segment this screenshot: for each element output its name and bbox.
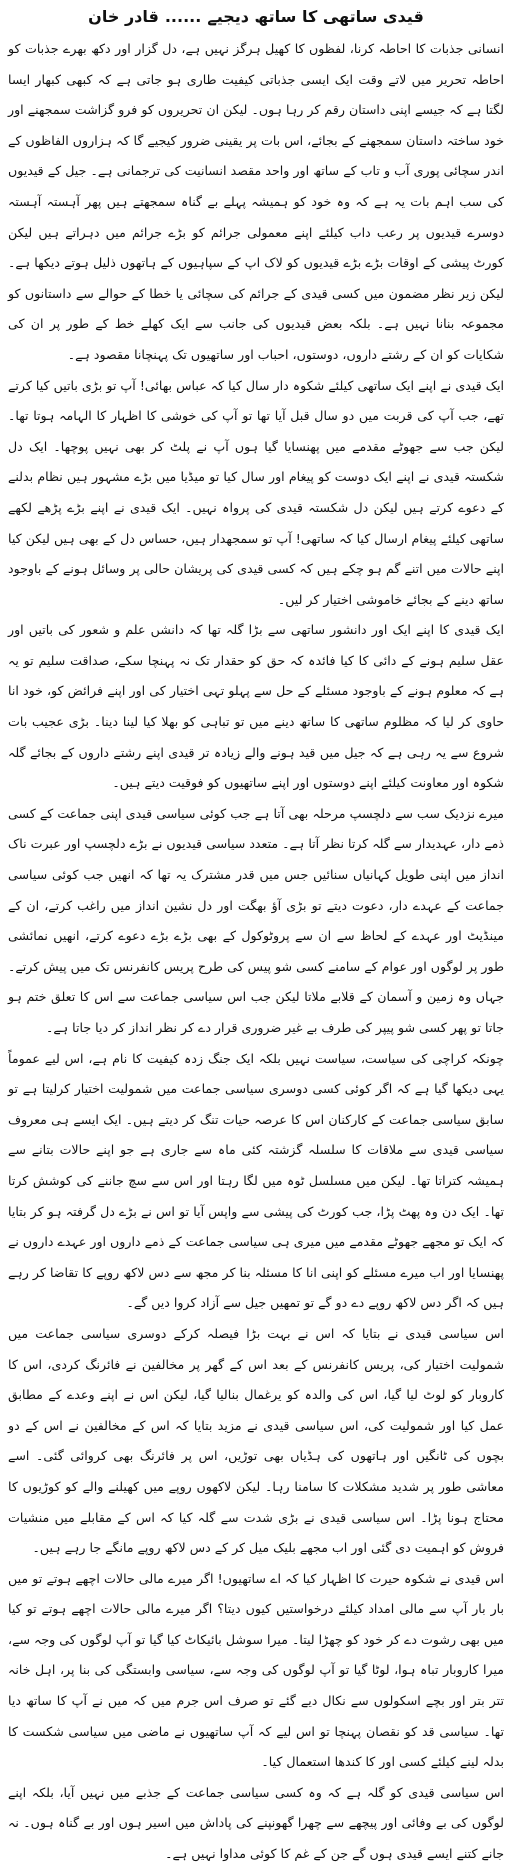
- article-paragraph: اس سیاسی قیدی نے بتایا کہ اس نے بہت بڑا فیصلہ کرکے دوسری سیاسی جماعت میں شمولیت اختیار کی، پریس کانفرنس کے بعد اس کے گھر پر مخالفین نے فائرنگ کردی، اس کا کاروبار کو لوٹ لیا گیا، اس کی والدہ کو یرغمال بنالیا گیا، لیکن اس نے اپنے وعدے کے مطابق عمل کیا اور شمولیت کی، اس سیاسی قیدی نے مزید بتایا کہ اس کے مخالفین نے اس کے دو بچوں کی ٹانگیں اور ہاتھوں کی ہڈیاں بھی توڑیں، اس پر فائرنگ بھی کروائی گئی۔ اسے معاشی طور پر شدید مشکلات کا سامنا رہا۔ لیکن لاکھوں روپے میں کھیلنے والے کو کوڑیوں کا محتاج ہونا پڑا۔ اس سیاسی قیدی نے بڑی شدت سے گلہ کیا کہ اس کے مقابلے میں منشیات فروش کو اہمیت دی گئی اور اب مجھے بلیک میل کر کے دس لاکھ روپے مانگے جا رہے ہیں۔: [8, 1325, 504, 1556]
- article-paragraph: اس سیاسی قیدی کو گلہ ہے کہ وہ کسی سیاسی جماعت کے جذبے میں نہیں آیا، بلکہ اپنے لوگوں کی بے وفائی اور پیچھے سے چھرا گھونپنے کی پاداش میں اسیر ہوں اور بے گناہ ہوں۔ نہ جانے کتنے ایسے قیدی ہوں گے جن کے غم کا کوئی مداوا نہیں ہے۔: [8, 1784, 504, 1862]
- article-paragraph: انسانی جذبات کا احاطہ کرنا، لفظوں کا کھیل ہرگز نہیں ہے، دل گزار اور دکھ بھرے جذبات کو احاطہ تحریر میں لاتے وقت ایک ایسی جذباتی کیفیت طاری ہو جاتی ہے کہ کبھی کبھار ایسا لگتا ہے کہ جیسے اپنی داستان رقم کر رہا ہوں۔ لیکن ان تحریروں کو فرو گزاشت سمجھنے اور خود ساختہ داستان سمجھنے کے بجائے، اس بات پر یقینی ضرور کیجیے گا کہ ہزاروں الفاظوں کے اندر سچائی پوری آب و تاب کے ساتھ اور واحد مقصد انسانیت کی ترجمانی ہے۔ جیل کے قیدیوں کی سب اہم بات یہ ہے کہ وہ خود کو ہمیشہ پہلے بے گناہ سمجھتے ہیں پھر آہستہ آہستہ دوسرے قیدیوں پر رعب داب کیلئے اپنے معمولی جرائم کو بڑے جرائم میں دہراتے ہیں لیکن کورٹ پیشی کے اوقات بڑے بڑے قیدیوں کو لاک اپ کے سپاہیوں کے ہاتھوں ذلیل ہوتے دیکھا ہے۔ لیکن زیر نظر مضمون میں کسی قیدی کے جرائم کی سچائی یا خطا کے حوالے سے داستانوں کو مجموعہ بنانا نہیں ہے۔ بلکہ بعض قیدیوں کی جانب سے ایک کھلے خط کے طور پر ان کی شکایات کو ان کے رشتے داروں، دوستوں، احباب اور ساتھیوں تک پہنچانا مقصود ہے۔: [8, 41, 504, 362]
- article-author: قادر خان: [88, 7, 159, 26]
- article-title: قیدی ساتھی کا ساتھ دیجیے: [207, 7, 424, 26]
- article-paragraph: چونکہ کراچی کی سیاست، سیاست نہیں بلکہ ایک جنگ زدہ کیفیت کا نام ہے، اس لیے عموماً یہی دیکھا گیا ہے کہ اگر کوئی کسی دوسری سیاسی جماعت میں شمولیت اختیار کرلیتا ہے تو سابق سیاسی جماعت کے کارکنان اس کا عرصہ حیات تنگ کر دیتے ہیں۔ ایک ایسے ہی معروف سیاسی قیدی سے ملاقات کا سلسلہ گزشتہ کئی ماہ سے جاری ہے جو اپنے حالات بتانے سے ہمیشہ کتراتا تھا۔ لیکن میں مسلسل ٹوہ میں لگا رہتا اور اس سے سچ جاننے کی کوشش کرتا تھا۔ ایک دن وہ پھٹ پڑا، جب کورٹ کی پیشی سے واپس آیا تو اس نے بڑے دل گرفتہ ہو کر بتایا کہ ایک تو مجھے جھوٹے مقدمے میں میری ہی سیاسی جماعت کے ذمے داروں اور عہدے داروں نے پھنسایا اور اب میرے مسئلے کو اپنی انا کا مسئلہ بنا کر مجھ سے دس لاکھ روپے کا تقاضا کر رہے ہیں کہ اگر دس لاکھ روپے دے دو گے تو تمھیں جیل سے آزاد کروا دیں گے۔: [8, 1050, 504, 1311]
- article-paragraph: اس قیدی نے شکوہ حیرت کا اظہار کیا کہ اے ساتھیوں! اگر میرے مالی حالات اچھے ہوتے تو میں بار بار آپ سے مالی امداد کیلئے درخواستیں کیوں دیتا؟ اگر میرے مالی حالات اچھے ہوتے تو کیا میں بھی رشوت دے کر خود کو چھڑا لیتا۔ میرا سوشل بائیکاٹ کیا گیا تو آپ لوگوں کی وجہ سے، میرا کاروبار تباہ ہوا، لوٹا گیا تو آپ لوگوں کی وجہ سے، سیاسی وابستگی کی بنا پر، اہل خانہ تتر بتر اور بچے اسکولوں سے نکال دیے گئے تو صرف اس جرم میں کہ میں نے آپ کا ساتھ دیا تھا۔ سیاسی قد کو نقصان پہنچا تو اس لیے کہ آپ ساتھیوں نے ماضی میں سیاسی شکست کا بدلہ لینے کیلئے کسی اور کا کندھا استعمال کیا۔: [8, 1570, 504, 1770]
- title-separator: ......: [164, 7, 202, 26]
- article-title-line: [8, 6, 504, 30]
- article-paragraph: ایک قیدی نے اپنے ایک ساتھی کیلئے شکوہ دار سال کیا کہ عباس بھائی! آپ تو بڑی باتیں کیا کرتے تھے، جب آپ کی قربت میں دو سال قبل آیا تھا تو آپ کی خوشی کا اظہار کا الہامہ ہوتا تھا۔ لیکن جب سے جھوٹے مقدمے میں پھنسایا گیا ہوں آپ نے پلٹ کر بھی نہیں پوچھا۔ ایک دل شکستہ قیدی نے اپنے ایک دوست کو پیغام اور سال کیا تو میڈیا میں بڑے مشہور ہیں نظام بدلنے کے دعوے کرتے ہیں لیکن دل شکستہ قیدی کی پرواہ نہیں۔ ایک قیدی نے اپنے بڑے پڑھے لکھے ساتھی کیلئے پیغام ارسال کیا کہ ساتھی! آپ تو سمجھدار ہیں، حساس دل کے بھی ہیں لیکن کیا اپنے حالات میں اتنے گم ہو چکے ہیں کہ کسی قیدی کی پریشان حالی پر وسائل ہونے کے باوجود ساتھ دینے کے بجائے خاموشی اختیار کر لیں۔: [8, 377, 504, 607]
- article-paragraph: ایک قیدی کا اپنے ایک اور دانشور ساتھی سے بڑا گلہ تھا کہ دانشں علم و شعور کی باتیں اور عقل سلیم ہونے کے دائی کا کیا فائدہ کہ حق کو حقدار تک نہ پہنچا سکے، صداقت سلیم تو یہ ہے کہ معلوم ہونے کے باوجود مسئلے کے حل سے پہلو تہی اختیار کی اور اپنے فرائض کو، خود انا حاوی کر لیا کہ مظلوم ساتھی کا ساتھ دینے میں تو تباہی کو بھلا کیا لینا دینا۔ بڑی عجیب بات شروع سے یہ رہی ہے کہ جیل میں قید ہونے والے زیادہ تر قیدی اپنے رشتے داروں کے بجائے گلہ شکوہ اور معاونت کیلئے اپنے دوستوں اور اپنے ساتھیوں کو فوقیت دیتے ہیں۔: [8, 622, 504, 791]
- article-body: [8, 34, 504, 1862]
- article-paragraph: میرے نزدیک سب سے دلچسپ مرحلہ بھی آتا ہے جب کوئی سیاسی قیدی اپنی جماعت کے کسی ذمے دار، عہدیدار سے گلہ کرتا نظر آتا ہے۔ متعدد سیاسی قیدیوں نے بڑے دلچسپ اور عبرت ناک انداز میں اپنی طویل کہانیاں سنائیں جس میں قدر مشترک یہ تھا کہ انھیں جب کوئی سیاسی جماعت کے عہدے دار، دعوت دیتے تو بڑی آؤ بھگت اور دل نشین انداز میں راغب کرتے، ان کے مینڈیٹ اور عہدے کے لحاظ سے ان سے پروٹوکول کے بھی بڑے بڑے دعوے کرتے، انھیں نمائشی طور پر لوگوں اور عوام کے سامنے کسی شو پیس کی طرح پریس کانفرنس تک میں پیش کرتے۔ جہاں وہ زمین و آسمان کے قلابے ملاتا لیکن جب اس سیاسی جماعت سے اس کا تعلق ختم ہو جاتا تو پھر کسی شو پیپر کی طرف بے غیر ضروری قرار دے کر نظر انداز کر دیا جاتا ہے۔: [8, 805, 504, 1035]
